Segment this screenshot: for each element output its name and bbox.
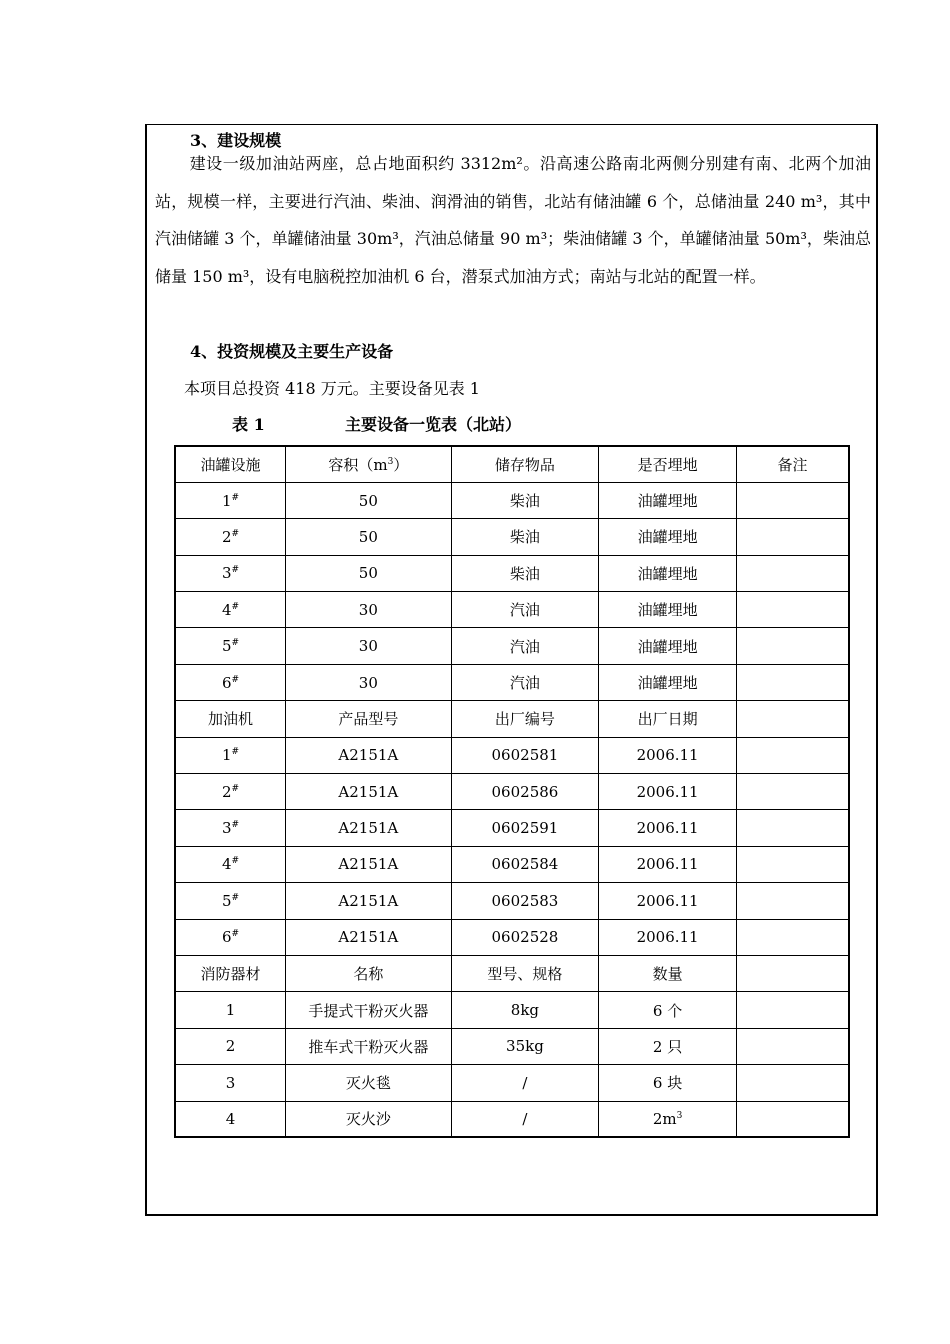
fire-row-cell-spec: 8kg: [451, 992, 599, 1028]
dispenser-row-cell-note: [736, 883, 849, 919]
tank-row: [175, 628, 849, 664]
fire-row: [175, 992, 849, 1028]
dispenser-row: [175, 883, 849, 919]
dispenser-row-cell-no: 4#: [175, 846, 286, 882]
dispenser-row-cell-date: 2006.11: [599, 737, 737, 773]
tank-row-cell-capacity: 50: [286, 555, 452, 591]
dispenser-row: [175, 774, 849, 810]
tank-row-cell-buried: 油罐埋地: [599, 482, 737, 518]
table-caption-title: 主要设备一览表（北站）: [345, 415, 522, 434]
dispenser-row-cell-note: [736, 774, 849, 810]
fire-row-cell-spec: 35kg: [451, 1028, 599, 1064]
dispenser-row-cell-no: 2#: [175, 774, 286, 810]
tank-row-cell-no: 2#: [175, 519, 286, 555]
tank-row-cell-note: [736, 592, 849, 628]
fire-row-cell-no: 2: [175, 1028, 286, 1064]
table-caption-label: 表 1: [232, 415, 265, 434]
dispenser-row-cell-date: 2006.11: [599, 810, 737, 846]
tank-header-row-cell-2: 储存物品: [451, 446, 599, 482]
dispenser-row-cell-model: A2151A: [286, 883, 452, 919]
fire-row: [175, 1028, 849, 1064]
fire-row-cell-no: 1: [175, 992, 286, 1028]
dispenser-header-row-cell-0: 加油机: [175, 701, 286, 737]
tank-row-cell-note: [736, 482, 849, 518]
tank-row-cell-note: [736, 664, 849, 700]
dispenser-row-cell-serial: 0602528: [451, 919, 599, 955]
tank-row-cell-capacity: 30: [286, 628, 452, 664]
dispenser-row-cell-date: 2006.11: [599, 919, 737, 955]
dispenser-row-cell-note: [736, 846, 849, 882]
investment-intro: 本项目总投资 418 万元。主要设备见表 1: [184, 379, 480, 398]
tank-header-row-cell-3: 是否埋地: [599, 446, 737, 482]
dispenser-header-row-cell-1: 产品型号: [286, 701, 452, 737]
fire-row-cell-name: 灭火毯: [286, 1065, 452, 1101]
dispenser-row-cell-no: 3#: [175, 810, 286, 846]
fire-row-cell-name: 灭火沙: [286, 1101, 452, 1137]
tank-row-cell-capacity: 30: [286, 592, 452, 628]
fire-row-cell-qty: 6 个: [599, 992, 737, 1028]
tank-row-cell-capacity: 50: [286, 519, 452, 555]
tank-header-row: [175, 446, 849, 482]
tank-row: [175, 592, 849, 628]
tank-row-cell-capacity: 50: [286, 482, 452, 518]
tank-row-cell-buried: 油罐埋地: [599, 664, 737, 700]
dispenser-header-row-cell-4: [736, 701, 849, 737]
tank-row-cell-no: 1#: [175, 482, 286, 518]
dispenser-header-row-cell-3: 出厂日期: [599, 701, 737, 737]
fire-row-cell-spec: /: [451, 1101, 599, 1137]
fire-row-cell-note: [736, 1101, 849, 1137]
dispenser-row-cell-model: A2151A: [286, 737, 452, 773]
fire-header-row-cell-2: 型号、规格: [451, 955, 599, 991]
tank-row-cell-content: 汽油: [451, 664, 599, 700]
dispenser-row-cell-note: [736, 737, 849, 773]
tank-row-cell-note: [736, 519, 849, 555]
fire-header-row-cell-4: [736, 955, 849, 991]
tank-row-cell-content: 柴油: [451, 519, 599, 555]
dispenser-row-cell-serial: 0602581: [451, 737, 599, 773]
fire-row-cell-spec: /: [451, 1065, 599, 1101]
fire-row-cell-no: 4: [175, 1101, 286, 1137]
section-4-heading: 4、投资规模及主要生产设备: [190, 342, 394, 361]
tank-row-cell-no: 3#: [175, 555, 286, 591]
fire-header-row: [175, 955, 849, 991]
tank-row-cell-buried: 油罐埋地: [599, 628, 737, 664]
fire-row-cell-note: [736, 992, 849, 1028]
tank-row-cell-content: 汽油: [451, 628, 599, 664]
tank-row: [175, 482, 849, 518]
dispenser-row-cell-date: 2006.11: [599, 883, 737, 919]
tank-header-row-cell-1: 容积$(m^3)$: [286, 446, 452, 482]
tank-row-cell-buried: 油罐埋地: [599, 592, 737, 628]
dispenser-row-cell-serial: 0602583: [451, 883, 599, 919]
tank-row-cell-no: 6#: [175, 664, 286, 700]
dispenser-row-cell-note: [736, 919, 849, 955]
fire-row-cell-qty: 6 块: [599, 1065, 737, 1101]
tank-row-cell-content: 柴油: [451, 482, 599, 518]
tank-row-cell-buried: 油罐埋地: [599, 555, 737, 591]
dispenser-row-cell-model: A2151A: [286, 846, 452, 882]
dispenser-row-cell-serial: 0602591: [451, 810, 599, 846]
tank-row-cell-buried: 油罐埋地: [599, 519, 737, 555]
dispenser-header-row-cell-2: 出厂编号: [451, 701, 599, 737]
fire-header-row-cell-1: 名称: [286, 955, 452, 991]
tank-row-cell-content: 柴油: [451, 555, 599, 591]
tank-header-row-cell-0: 油罐设施: [175, 446, 286, 482]
dispenser-header-row: [175, 701, 849, 737]
tank-row-cell-note: [736, 555, 849, 591]
section-3-text: 建设一级加油站两座，总占地面积约 3312m²。沿高速公路南北两侧分别建有南、北两个加油站，规模一样，主要进行汽油、柴油、润滑油的销售，北站有储油罐 6 个，总储油量 240 m³，其中汽油储罐 3 个，单罐储油量 30m³，汽油总储量 90 m³；柴油储罐 3 个，单罐储油量 50m³，柴油总储量 150 m³，设有电脑税控加油机 6 台，潜泵式加油方式；南站与北站的配置一样。: [155, 154, 871, 286]
fire-row-cell-name: 手提式干粉灭火器: [286, 992, 452, 1028]
equipment-table: [174, 445, 850, 1138]
tank-row-cell-no: 4#: [175, 592, 286, 628]
tank-row: [175, 555, 849, 591]
fire-row: [175, 1101, 849, 1137]
tank-row: [175, 519, 849, 555]
section-3-paragraph: [155, 145, 871, 295]
fire-row-cell-qty: 2 只: [599, 1028, 737, 1064]
fire-row: [175, 1065, 849, 1101]
tank-row-cell-content: 汽油: [451, 592, 599, 628]
dispenser-row-cell-model: A2151A: [286, 774, 452, 810]
dispenser-row-cell-note: [736, 810, 849, 846]
fire-row-cell-note: [736, 1065, 849, 1101]
fire-row-cell-qty: $2m^3$: [599, 1101, 737, 1137]
dispenser-row-cell-no: 1#: [175, 737, 286, 773]
dispenser-row-cell-no: 5#: [175, 883, 286, 919]
dispenser-row-cell-serial: 0602586: [451, 774, 599, 810]
dispenser-row: [175, 919, 849, 955]
dispenser-row-cell-model: A2151A: [286, 810, 452, 846]
dispenser-row-cell-date: 2006.11: [599, 846, 737, 882]
fire-row-cell-no: 3: [175, 1065, 286, 1101]
dispenser-row-cell-model: A2151A: [286, 919, 452, 955]
dispenser-row: [175, 810, 849, 846]
tank-row: [175, 664, 849, 700]
tank-row-cell-note: [736, 628, 849, 664]
section-3-heading: 3、建设规模: [190, 131, 282, 150]
dispenser-row: [175, 737, 849, 773]
dispenser-row-cell-date: 2006.11: [599, 774, 737, 810]
dispenser-row-cell-serial: 0602584: [451, 846, 599, 882]
fire-header-row-cell-0: 消防器材: [175, 955, 286, 991]
tank-row-cell-capacity: 30: [286, 664, 452, 700]
dispenser-row-cell-no: 6#: [175, 919, 286, 955]
fire-row-cell-note: [736, 1028, 849, 1064]
fire-row-cell-name: 推车式干粉灭火器: [286, 1028, 452, 1064]
tank-header-row-cell-4: 备注: [736, 446, 849, 482]
fire-header-row-cell-3: 数量: [599, 955, 737, 991]
tank-row-cell-no: 5#: [175, 628, 286, 664]
dispenser-row: [175, 846, 849, 882]
